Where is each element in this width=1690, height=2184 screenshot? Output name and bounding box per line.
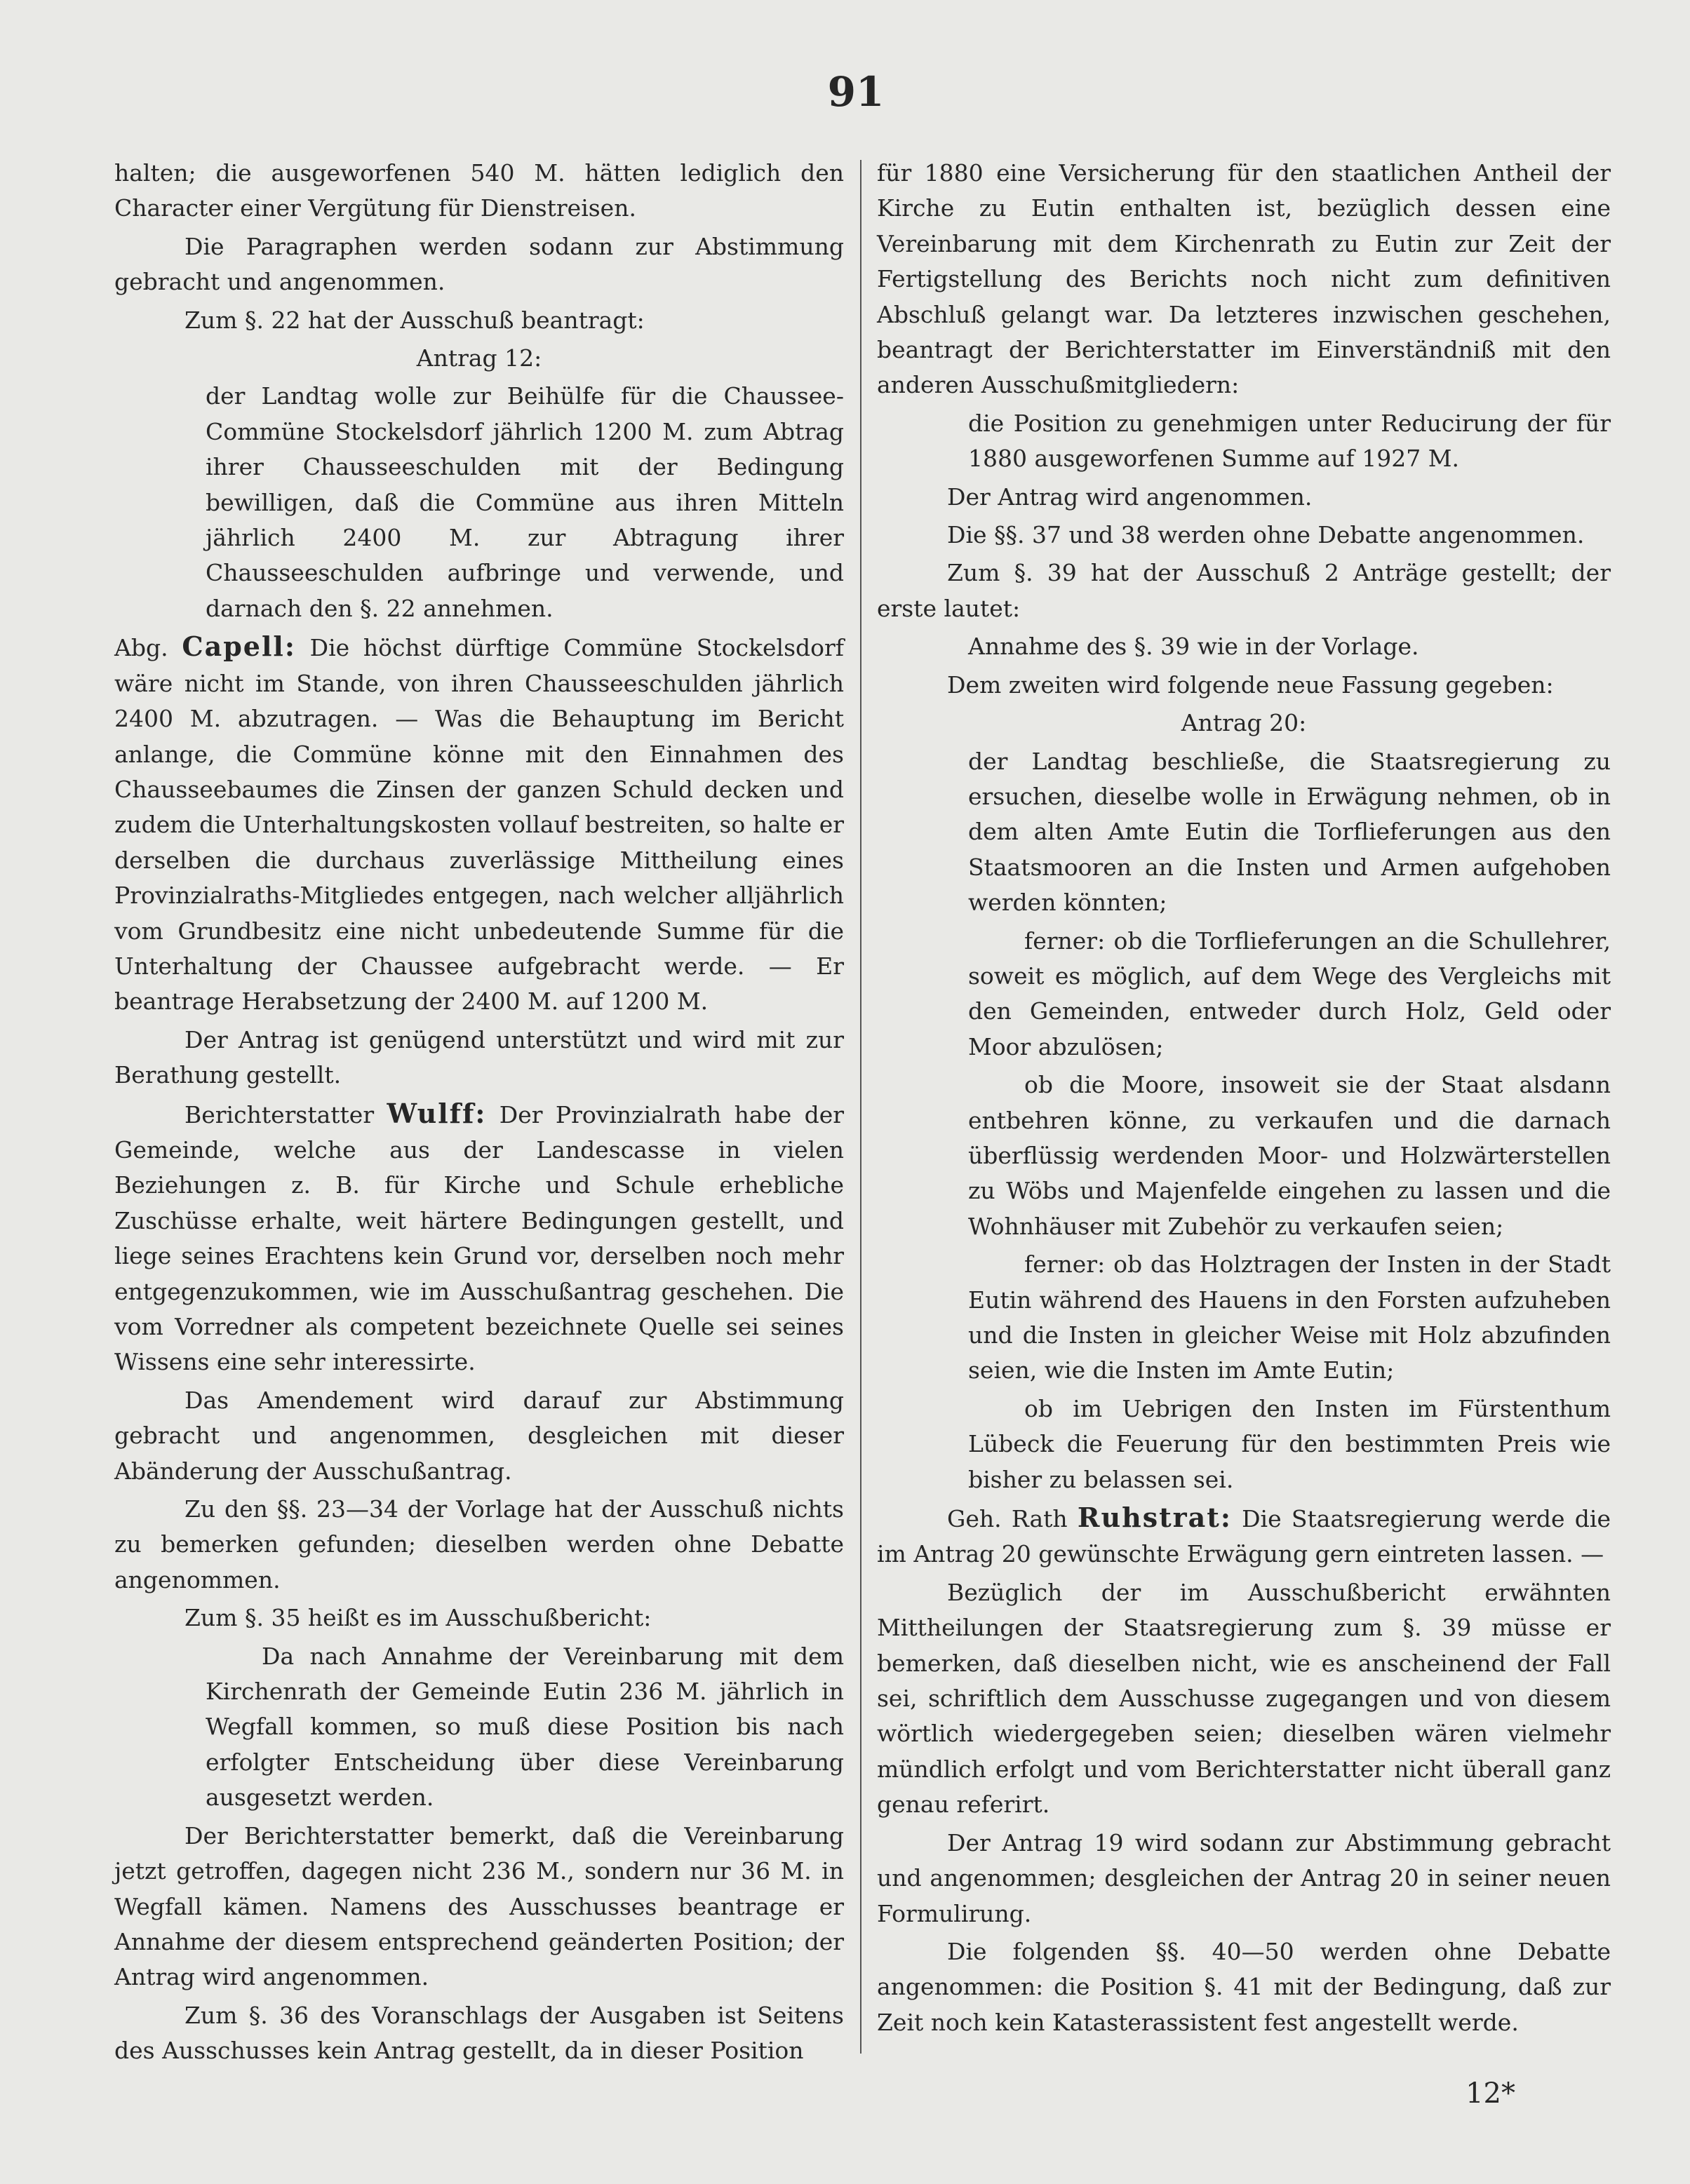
printer-signature: 12* xyxy=(1466,2077,1515,2110)
motion-heading: Antrag 12: xyxy=(416,344,542,372)
motion-text: ferner: ob die Torflieferungen an die Schullehrer, soweit es möglich, auf dem Wege des Vergleichs mit den Gemeinden, entweder durch Holz, Geld oder Moor abzulösen; xyxy=(968,926,1611,1060)
motion-text: ferner: ob das Holztragen der Insten in der Stadt Eutin während des Hauens in den Forsten aufzuheben und die Insten in gleicher Weise mit Holz abzufinden seien, wie die Insten im Amte Eutin; xyxy=(968,1251,1611,1384)
speech-text: Der Provinzialrath habe der Gemeinde, welche aus der Landescasse in vielen Beziehungen z. B. für Kirche und Schule erhebliche Zuschüsse erhalte, weit härtere Bedingungen gestellt, und liege seines Erachtens kein Grund vor, derselben noch mehr entgegenzukommen, wie im Ausschußantrag geschehen. Die vom Vorredner als competent bezeichnete Quelle sei seines Wissens eine sehr interessirte. xyxy=(114,1100,844,1376)
speaker-name: Capell: xyxy=(182,631,296,663)
paragraph: Der Antrag ist genügend unterstützt und wird mit zur Berathung gestellt. xyxy=(114,1025,844,1089)
column-divider xyxy=(860,160,861,2054)
paragraph: Die §§. 37 und 38 werden ohne Debatte angenommen. xyxy=(947,521,1585,549)
speaker-prefix: Abg. xyxy=(114,634,168,662)
speech-paragraph xyxy=(114,629,844,1019)
paragraph: Der Berichterstatter bemerkt, daß die Vereinbarung jetzt getroffen, dagegen nicht 236 M., sondern nur 36 M. in Wegfall kämen. Namens des Ausschusses beantrage er Annahme der diesem entsprechend geänderten Position; der Antrag wird angenommen. xyxy=(114,1821,844,1991)
speaker-name: Ruhstrat: xyxy=(1077,1502,1232,1534)
motion-text: der Landtag beschließe, die Staatsregierung zu ersuchen, dieselbe wolle in Erwägung nehmen, ob in dem alten Amte Eutin die Torflieferungen aus den Staatsmooren an die Insten und Armen aufgehoben werden könnten; xyxy=(968,747,1611,917)
paragraph: Zum §. 22 hat der Ausschuß beantragt: xyxy=(185,306,645,334)
paragraph: Das Amendement wird darauf zur Abstimmung gebracht und angenommen, desgleichen mit dieser Abänderung der Ausschußantrag. xyxy=(114,1386,844,1485)
motion-text: ob im Uebrigen den Insten im Fürstenthum Lübeck die Feuerung für den bestimmten Preis wie bisher zu belassen sei. xyxy=(968,1394,1611,1493)
speaker-prefix: Geh. Rath xyxy=(947,1505,1068,1533)
paragraph: Dem zweiten wird folgende neue Fassung gegeben: xyxy=(947,670,1554,699)
speech-paragraph xyxy=(114,1096,844,1380)
paragraph: Zum §. 39 hat der Ausschuß 2 Anträge gestellt; der erste lautet: xyxy=(877,559,1611,622)
motion-text: der Landtag wolle zur Beihülfe für die Chaussee-Commüne Stockelsdorf jährlich 1200 M. zum Abtrag ihrer Chausseeschulden mit der Bedingung bewilligen, daß die Commüne aus ihren Mitteln jährlich 2400 M. zur Abtragung ihrer Chausseeschulden aufbringe und verwende, und darnach den §. 22 annehmen. xyxy=(206,382,844,622)
paragraph: Die Paragraphen werden sodann zur Abstimmung gebracht und angenommen. xyxy=(114,232,844,296)
motion-heading: Antrag 20: xyxy=(1181,709,1307,737)
page-number: 91 xyxy=(827,68,885,116)
motion-text: ob die Moore, insoweit sie der Staat alsdann entbehren könne, zu verkaufen und die darnach überflüssig werdenden Moor- und Holzwärterstellen zu Wöbs und Majenfelde eingehen zu lassen und die Wohnhäuser mit Zubehör zu verkaufen seien; xyxy=(968,1071,1611,1240)
paragraph: Zu den §§. 23—34 der Vorlage hat der Ausschuß nichts zu bemerken gefunden; dieselben werden ohne Debatte angenommen. xyxy=(114,1495,844,1593)
paragraph: Der Antrag wird angenommen. xyxy=(947,483,1313,511)
speech-text: Die Staatsregierung werde die im Antrag 20 gewünschte Erwägung gern eintreten lassen. — xyxy=(877,1505,1611,1568)
motion-text: die Position zu genehmigen unter Reducirung der für 1880 ausgeworfenen Summe auf 1927 M. xyxy=(968,409,1611,473)
speaker-name: Wulff: xyxy=(387,1097,487,1129)
speech-paragraph xyxy=(877,1500,1611,1572)
paragraph: für 1880 eine Versicherung für den staatlichen Antheil der Kirche zu Eutin enthalten ist, bezüglich dessen eine Vereinbarung mit dem Kirchenrath zu Eutin zur Zeit der Fertigstellung des Berichts noch nicht zum definitiven Abschluß gelangt war. Da letzteres inzwischen geschehen, beantragt der Berichterstatter im Einverständniß mit den anderen Ausschußmitgliedern: xyxy=(877,159,1611,399)
paragraph: Zum §. 36 des Voranschlags der Ausgaben ist Seitens des Ausschusses kein Antrag gestellt, da in dieser Position xyxy=(114,2001,844,2065)
speech-text: Die höchst dürftige Commüne Stockelsdorf wäre nicht im Stande, von ihren Chausseeschulden jährlich 2400 M. abzutragen. — Was die Behauptung im Bericht anlange, die Commüne könne mit den Einnahmen des Chausseebaumes die Zinsen der ganzen Schuld decken und zudem die Unterhaltungskosten vollauf bestreiten, so halte er derselben die durchaus zuverlässige Mittheilung eines Provinzialraths-Mitgliedes entgegen, nach welcher alljährlich vom Grundbesitz eine nicht unbedeutende Summe für die Unterhaltung der Chaussee aufgebracht werde. — Er beantrage Herabsetzung der 2400 M. auf 1200 M. xyxy=(114,634,845,1016)
paragraph: Zum §. 35 heißt es im Ausschußbericht: xyxy=(185,1604,652,1632)
speaker-prefix: Berichterstatter xyxy=(185,1100,375,1128)
quoted-report: Da nach Annahme der Vereinbarung mit dem Kirchenrath der Gemeinde Eutin 236 M. jährlich in Wegfall kommen, so muß diese Position bis nach erfolgter Entscheidung über diese Vereinbarung ausgesetzt werden. xyxy=(206,1642,844,1812)
paragraph: Bezüglich der im Ausschußbericht erwähnten Mittheilungen der Staatsregierung zum §. 39 müsse er bemerken, daß dieselben nicht, wie es anscheinend der Fall sei, schriftlich dem Ausschusse zugegangen und von diesem wörtlich wiedergegeben seien; dieselben wären vielmehr mündlich erfolgt und vom Berichterstatter nicht überall ganz genau referirt. xyxy=(877,1578,1611,1819)
paragraph: Der Antrag 19 wird sodann zur Abstimmung gebracht und angenommen; desgleichen der Antrag 20 in seiner neuen Formulirung. xyxy=(877,1828,1611,1927)
paragraph: Die folgenden §§. 40—50 werden ohne Debatte angenommen: die Position §. 41 mit der Bedingung, daß zur Zeit noch kein Katasterassistent fest angestellt werde. xyxy=(877,1937,1611,2036)
left-column xyxy=(114,156,844,2072)
paragraph: halten; die ausgeworfenen 540 M. hätten lediglich den Character einer Vergütung für Dienstreisen. xyxy=(114,159,844,222)
motion-text: Annahme des §. 39 wie in der Vorlage. xyxy=(968,633,1419,661)
right-column xyxy=(877,156,1611,2043)
